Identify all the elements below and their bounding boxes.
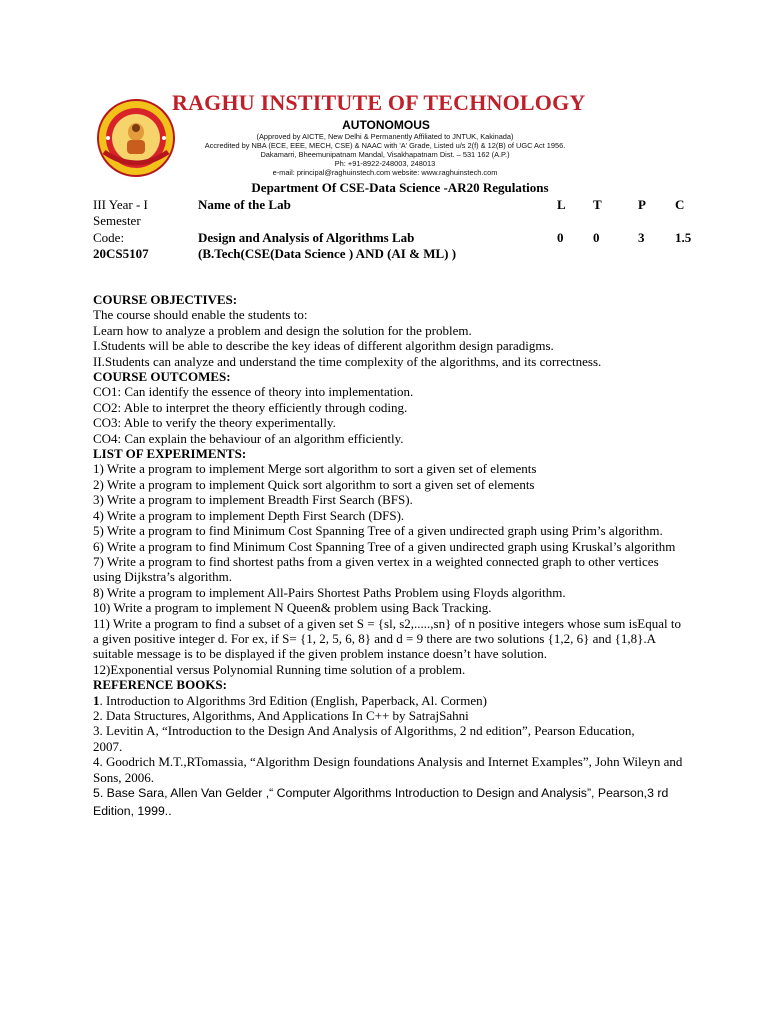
reference-item: 4. Goodrich M.T.,RTomassia, “Algorithm Design foundations Analysis and Internet Examples”, John Wileyn and Sons, 2006. <box>93 754 683 785</box>
experiment-item: 3) Write a program to implement Breadth First Search (BFS). <box>93 492 413 508</box>
accreditation-line: Accredited by NBA (ECE, EEE, MECH, CSE) & NAAC with 'A' Grade, Listed u/s 2(f) & 12(B) of UGC Act 1956. <box>204 141 566 150</box>
objectives-heading: COURSE OBJECTIVES: <box>93 292 238 307</box>
experiment-item: 4) Write a program to implement Depth First Search (DFS). <box>93 507 405 523</box>
experiments-heading: LIST OF EXPERIMENTS: <box>93 446 247 462</box>
references-heading: REFERENCE BOOKS: <box>93 677 227 693</box>
reference-item: 5. Base Sara, Allen Van Gelder ,“ Computer Algorithms Introduction to Design and Analysis”, Pearson,3 rd Edition, 1999.. <box>93 786 669 818</box>
department-title: Department Of CSE-Data Science -AR20 Regulations <box>251 180 549 195</box>
experiment-item: 5) Write a program to find Minimum Cost Spanning Tree of a given undirected graph using Prim’s algorithm. <box>93 523 663 539</box>
col-t: T <box>593 197 602 212</box>
phone-line: Ph: +91-8922-248003, 248013 <box>334 159 436 168</box>
reference-number: 1 <box>93 692 100 708</box>
outcome-line: CO3: Able to verify the theory experimentally. <box>93 415 336 431</box>
experiment-item: 10) Write a program to implement N Queen& problem using Back Tracking. <box>93 600 492 616</box>
experiment-item: 7) Write a program to find shortest paths from a given vertex in a weighted connected graph to other vertices using Dijkstra’s algorithm. <box>93 553 659 585</box>
contact-line: e-mail: principal@raghuinstech.com website: www.raghuinstech.com <box>272 168 498 177</box>
syllabus-body <box>93 292 683 820</box>
experiment-item: 8) Write a program to implement All-Pairs Shortest Paths Problem using Floyds algorithm. <box>93 584 566 600</box>
lab-title <box>198 230 456 262</box>
code-value: 20CS5107 <box>93 246 149 261</box>
reference-item: 2007. <box>93 738 123 754</box>
experiment-item: 11) Write a program to find a subset of a given set S = {sl, s2,.....,sn} of n positive integers whose sum isEqual to a given positive integer d. For ex, if S= {1, 2, 5, 6, 8} and d = 9 there are two solutions {1,2, 6} and {1,8}.A suitable message is to be displayed if the given problem instance doesn’t have solution. <box>93 615 681 662</box>
institute-name: RAGHU INSTITUTE OF TECHNOLOGY <box>172 90 586 115</box>
experiment-item: 12)Exponential versus Polynomial Running time solution of a problem. <box>93 661 466 677</box>
semester-line: Semester <box>93 213 141 228</box>
val-c: 1.5 <box>675 230 692 245</box>
col-p: P <box>638 197 646 212</box>
outcome-line: CO2: Able to interpret the theory efficiently through coding. <box>93 399 408 415</box>
experiment-item: 6) Write a program to find Minimum Cost Spanning Tree of a given undirected graph using Kruskal’s algorithm <box>93 538 676 554</box>
program-name: (B.Tech(CSE(Data Science ) AND (AI & ML) ) <box>198 246 457 261</box>
val-p: 3 <box>638 230 645 245</box>
reference-item <box>93 693 683 708</box>
objective-line: Learn how to analyze a problem and design the solution for the problem. <box>93 322 472 338</box>
reference-item: 2. Data Structures, Algorithms, And Applications In C++ by SatrajSahni <box>93 707 469 723</box>
reference-item: 3. Levitin A, “Introduction to the Design And Analysis of Algorithms, 2 nd edition”, Pearson Education, <box>93 723 635 739</box>
reference-text: . Introduction to Algorithms 3rd Edition (English, Paperback, Al. Cormen) <box>99 692 487 708</box>
outcome-line: CO1: Can identify the essence of theory into implementation. <box>93 384 414 400</box>
col-l: L <box>557 197 566 212</box>
objective-line: I.Students will be able to describe the key ideas of different algorithm design paradigms. <box>93 338 554 354</box>
address-line: Dakamarri, Bheemunipatnam Mandal, Visakhapatnam Dist. – 531 162 (A.P.) <box>260 150 510 159</box>
lab-name-label: Name of the Lab <box>198 197 291 212</box>
autonomous-label: AUTONOMOUS <box>342 118 430 132</box>
outcome-line: CO4: Can explain the behaviour of an algorithm efficiently. <box>93 430 404 446</box>
year-line: III Year - I <box>93 197 148 212</box>
val-t: 0 <box>593 230 600 245</box>
outcomes-heading: COURSE OUTCOMES: <box>93 369 231 385</box>
year-semester <box>93 197 148 229</box>
course-code <box>93 230 149 262</box>
approval-line: (Approved by AICTE, New Delhi & Permanently Affiliated to JNTUK, Kakinada) <box>256 132 514 141</box>
experiment-item: 2) Write a program to implement Quick sort algorithm to sort a given set of elements <box>93 476 535 492</box>
objective-line: II.Students can analyze and understand the time complexity of the algorithms, and its correctness. <box>93 353 602 369</box>
objective-line: The course should enable the students to: <box>93 307 308 323</box>
lab-name: Design and Analysis of Algorithms Lab <box>198 230 415 245</box>
experiment-item: 1) Write a program to implement Merge sort algorithm to sort a given set of elements <box>93 461 537 477</box>
val-l: 0 <box>557 230 564 245</box>
code-label: Code: <box>93 230 125 245</box>
institute-logo <box>96 98 176 178</box>
col-c: C <box>675 197 685 212</box>
